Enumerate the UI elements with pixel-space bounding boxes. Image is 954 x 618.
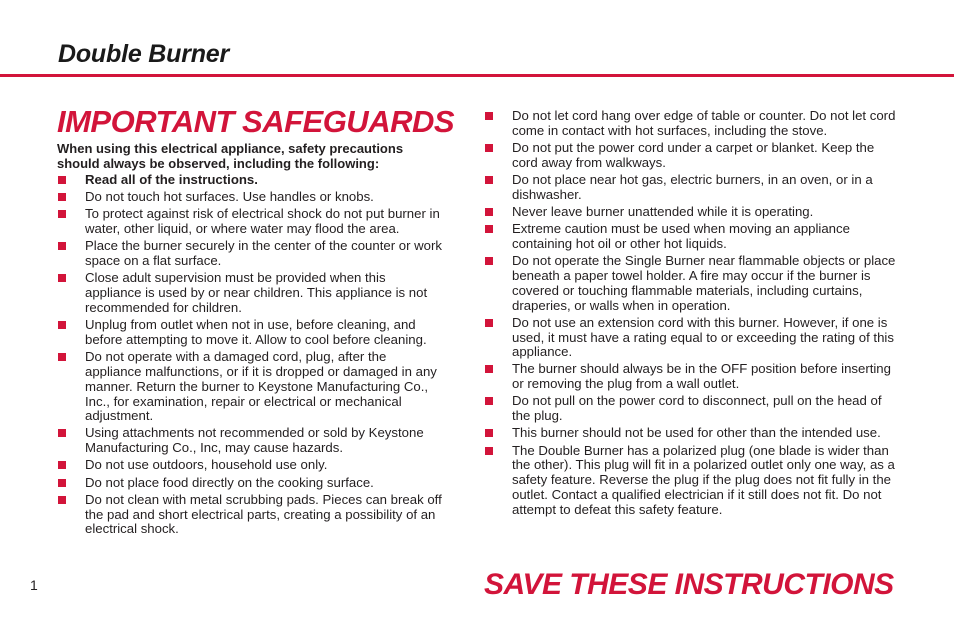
bullet-icon xyxy=(485,429,493,437)
safeguard-item xyxy=(57,318,442,348)
intro-text: When using this electrical appliance, safety precautions should always be observed, including the following: xyxy=(57,141,404,171)
safeguard-item xyxy=(484,254,896,313)
safeguard-item xyxy=(484,362,896,392)
safeguard-item xyxy=(57,493,442,537)
safeguard-text: Do not use an extension cord with this burner. However, if one is used, it must have a rating equal to or exceeding the rating of this appliance. xyxy=(512,314,894,360)
bullet-icon xyxy=(58,210,66,218)
bullet-icon xyxy=(58,429,66,437)
page-number: 1 xyxy=(30,577,38,593)
bullet-icon xyxy=(485,112,493,120)
safeguard-text: This burner should not be used for other than the intended use. xyxy=(512,425,881,441)
bullet-icon xyxy=(485,144,493,152)
safeguard-text: Using attachments not recommended or sold by Keystone Manufacturing Co., Inc, may cause hazards. xyxy=(85,425,424,456)
header-rule xyxy=(0,74,954,77)
safeguard-text: Do not operate with a damaged cord, plug, after the appliance malfunctions, or if it is dropped or damaged in any manner. Return the burner to Keystone Manufacturing Co., Inc., for examination, repair or electrical or mechanical adjustment. xyxy=(85,349,437,424)
bullet-icon xyxy=(58,176,66,184)
safeguard-text: Read all of the instructions. xyxy=(85,172,258,187)
safeguard-item xyxy=(57,207,442,237)
safeguard-text: Do not place food directly on the cooking surface. xyxy=(85,474,374,490)
bullet-icon xyxy=(485,257,493,265)
safeguard-item xyxy=(57,271,442,315)
safeguard-item xyxy=(57,350,442,424)
safeguard-item xyxy=(57,190,442,205)
header-title: Double Burner xyxy=(58,40,230,68)
safeguard-text: Do not clean with metal scrubbing pads. Pieces can break off the pad and short electrical parts, creating a possibility of an electrical shock. xyxy=(85,491,442,537)
safeguard-text: Place the burner securely in the center of the counter or work space on a flat surface. xyxy=(85,238,442,269)
bullet-icon xyxy=(58,193,66,201)
safeguard-text: To protect against risk of electrical shock do not put burner in water, other liquid, or where water may flood the area. xyxy=(85,206,440,237)
footer-title: SAVE THESE INSTRUCTIONS xyxy=(484,568,894,601)
safeguard-item xyxy=(484,109,896,139)
safeguard-item xyxy=(484,316,896,360)
safeguards-list-right xyxy=(484,109,896,520)
safeguard-item xyxy=(484,394,896,424)
bullet-icon xyxy=(485,319,493,327)
bullet-icon xyxy=(485,225,493,233)
safeguard-text: The burner should always be in the OFF position before inserting or removing the plug from a wall outlet. xyxy=(512,361,891,392)
safeguard-item xyxy=(57,173,442,188)
safeguard-item xyxy=(57,476,442,491)
safeguard-text: Do not pull on the power cord to disconnect, pull on the head of the plug. xyxy=(512,393,882,424)
safeguard-text: Do not let cord hang over edge of table or counter. Do not let cord come in contact with hot surfaces, including the stove. xyxy=(512,108,896,138)
safeguard-item xyxy=(484,205,896,220)
bullet-icon xyxy=(58,461,66,469)
safeguard-text: Do not operate the Single Burner near flammable objects or place beneath a paper towel holder. A fire may occur if the burner is covered or touching flammable materials, including curtains, draperies, or walls when in operation. xyxy=(512,253,896,313)
safeguard-item xyxy=(57,239,442,269)
safeguards-list-left xyxy=(57,173,442,540)
bullet-icon xyxy=(58,496,66,504)
safeguard-text: Never leave burner unattended while it is operating. xyxy=(512,203,814,219)
safeguard-text: Unplug from outlet when not in use, before cleaning, and before attempting to move it. Allow to cool before cleaning. xyxy=(85,317,427,347)
safeguard-item xyxy=(484,426,896,441)
safeguard-item xyxy=(57,458,442,473)
bullet-icon xyxy=(58,274,66,282)
main-title: IMPORTANT SAFEGUARDS xyxy=(57,104,455,139)
safeguard-item xyxy=(484,173,896,203)
bullet-icon xyxy=(58,479,66,487)
safeguard-item xyxy=(484,141,896,171)
safeguard-text: Do not touch hot surfaces. Use handles or knobs. xyxy=(85,189,374,205)
bullet-icon xyxy=(58,353,66,361)
safeguard-text: Close adult supervision must be provided when this appliance is used by or near children. This appliance is not recommended for children. xyxy=(85,270,428,315)
bullet-icon xyxy=(485,176,493,184)
bullet-icon xyxy=(58,321,66,329)
safeguard-item xyxy=(484,222,896,252)
safeguard-text: Do not place near hot gas, electric burners, in an oven, or in a dishwasher. xyxy=(512,171,873,202)
safeguard-text: The Double Burner has a polarized plug (one blade is wider than the other). This plug will fit in a polarized outlet only one way, as a safety feature. Reverse the plug if the plug does not fit fully in the outlet. Contact a qualified electrician if it still does not fit. Do not attempt to defeat this safety feature. xyxy=(512,442,895,517)
safeguard-item xyxy=(484,444,896,518)
safeguard-item xyxy=(57,426,442,456)
safeguard-text: Do not put the power cord under a carpet or blanket. Keep the cord away from walkways. xyxy=(512,139,875,170)
bullet-icon xyxy=(485,208,493,216)
safeguard-text: Do not use outdoors, household use only. xyxy=(85,457,328,473)
bullet-icon xyxy=(485,397,493,405)
bullet-icon xyxy=(58,242,66,250)
safeguard-text: Extreme caution must be used when moving an appliance containing hot oil or other hot liquids. xyxy=(512,221,850,251)
bullet-icon xyxy=(485,447,493,455)
bullet-icon xyxy=(485,365,493,373)
